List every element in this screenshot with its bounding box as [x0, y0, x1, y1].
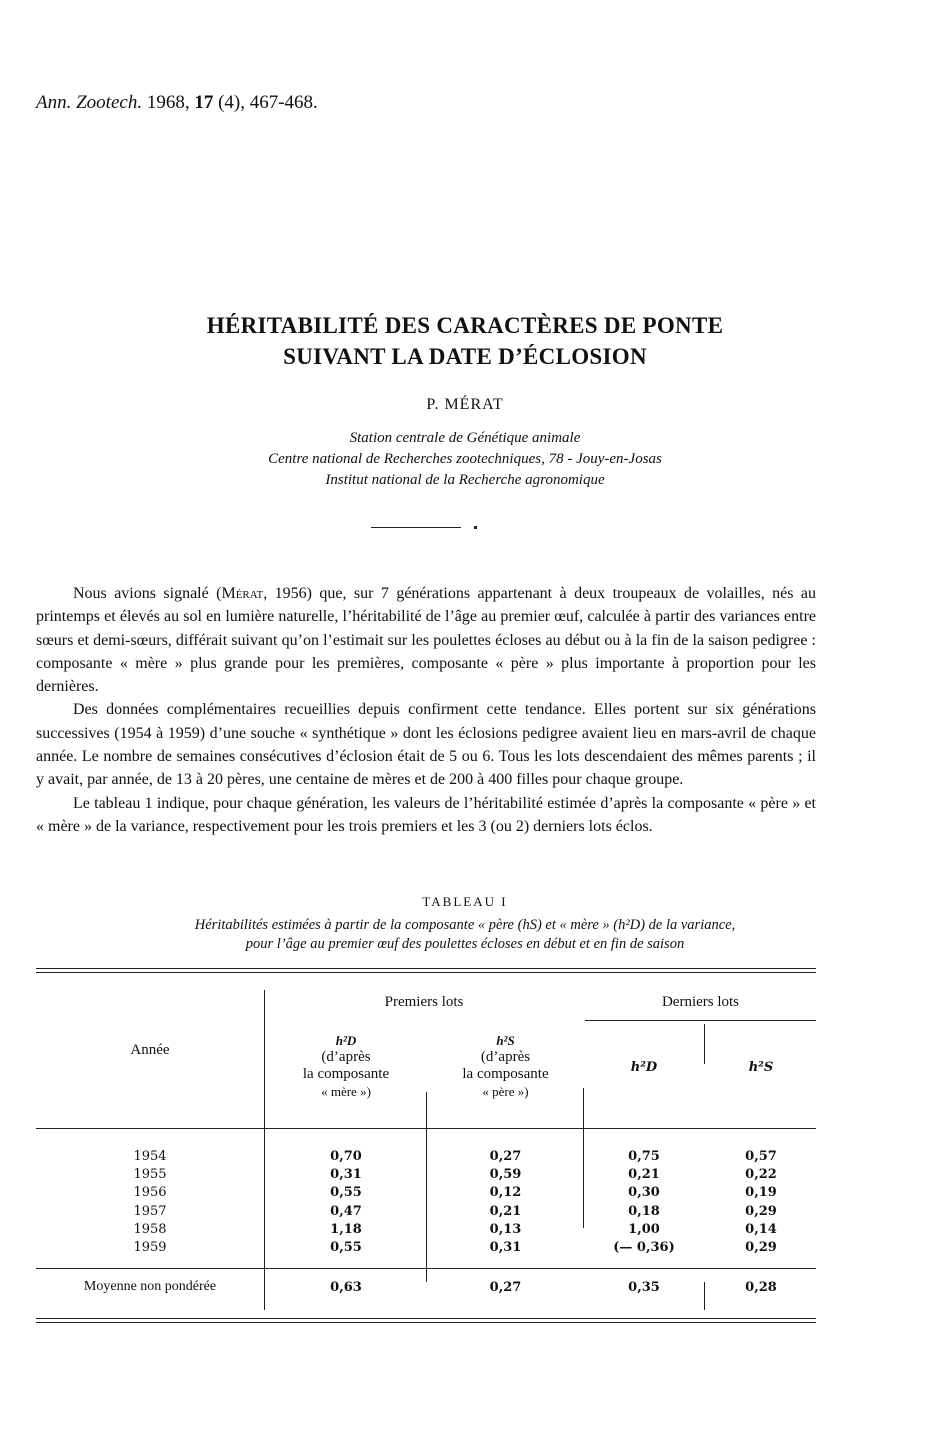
table-cell: 0,31	[330, 1167, 362, 1183]
author: P. MÉRAT	[426, 396, 504, 413]
table-cell: 1,18	[330, 1221, 362, 1237]
table-bottom-rule	[36, 1322, 816, 1323]
table-cell: 0,55	[330, 1185, 362, 1201]
h2s-header: h²S	[496, 1033, 515, 1048]
citation	[36, 92, 318, 114]
mean-cell: 0,63	[330, 1280, 362, 1295]
table-row-year: 1955	[133, 1167, 167, 1183]
table-cell: 0,55	[330, 1240, 362, 1256]
table-top-rule	[36, 972, 816, 973]
years-column	[36, 1148, 264, 1257]
table-cell: 1,00	[628, 1221, 660, 1237]
journal-name: Ann. Zootech.	[36, 92, 143, 113]
citation-year: 1968,	[146, 92, 190, 113]
mean-cell: 0,27	[489, 1280, 522, 1295]
table-cell: 0,19	[745, 1185, 777, 1201]
table-cell: 0,14	[745, 1221, 777, 1237]
title-line-2: SUIVANT LA DATE D’ÉCLOSION	[283, 344, 647, 369]
table-cell: 0,75	[628, 1149, 660, 1164]
header-bottom-rule	[36, 1128, 816, 1129]
table-row-year: 1959	[133, 1240, 167, 1256]
group-premiers-lots: Premiers lots	[384, 994, 464, 1010]
mean-label: Moyenne non pondérée	[83, 1279, 217, 1294]
header-composante: la composante	[462, 1066, 549, 1082]
table-cell: 0,27	[489, 1149, 522, 1164]
header-mere: « mère »)	[321, 1084, 371, 1099]
paragraph-2: Des données complémentaires recueillies depuis confirment cette tendance. Elles portent sur six générations successives (1954 à 1959) d’une souche « synthétique » dont les éclosions pedigree avaient lieu en mars-avril de chaque année. Le nombre de semaines consécutives d’éclosion était de 5 ou 6. Tous les lots descendaient des mêmes parents ; il y avait, par année, de 13 à 20 pères, une centaine de mères et de 200 à 400 filles pour chaque groupe.	[36, 701, 816, 789]
table-cell: 0,30	[628, 1185, 660, 1201]
caption-line-2: pour l’âge au premier œuf des poulettes écloses en début et en fin de saison	[245, 936, 685, 952]
h2d-header: h²D	[335, 1033, 357, 1048]
table-cell: 0,59	[489, 1167, 522, 1183]
paragraph-3: Le tableau 1 indique, pour chaque génération, les valeurs de l’héritabilité estimée d’après la composante « père » et « mère » de la variance, respectivement pour les trois premiers et les 3 (ou 2) derniers lots éclos.	[36, 794, 816, 835]
paper-title	[0, 310, 930, 372]
table-top-rule	[36, 968, 816, 969]
table-cell: 0,70	[330, 1149, 362, 1164]
table-cell: 0,29	[745, 1240, 777, 1256]
affiliations	[0, 428, 930, 491]
premiers-h2s-values	[428, 1148, 583, 1257]
table-label: TABLEAU I	[422, 894, 508, 909]
caption-line-1: Héritabilités estimées à partir de la composante « père (hS) et « mère » (h²D) de la variance,	[194, 917, 736, 933]
header-pere: « père »)	[482, 1084, 529, 1099]
table-bottom-rule	[36, 1318, 816, 1319]
affiliation-line: Station centrale de Génétique animale	[349, 430, 581, 446]
column-annee: Année	[130, 1042, 170, 1058]
heritability-table	[36, 968, 816, 1328]
table-cell: 0,29	[745, 1203, 777, 1219]
group-rule	[585, 1020, 816, 1021]
table-row-year: 1957	[133, 1203, 167, 1219]
column-rule	[704, 1282, 705, 1310]
column-premiers-h2s	[428, 1032, 583, 1100]
column-derniers-h2d: h²D	[630, 1060, 658, 1075]
separator-dot	[474, 526, 477, 529]
table-cell: (— 0,36)	[613, 1240, 675, 1256]
group-derniers-lots: Derniers lots	[661, 994, 740, 1010]
mean-cell: 0,35	[628, 1280, 660, 1295]
derniers-h2s-values	[706, 1148, 816, 1257]
table-row-year: 1954	[133, 1149, 167, 1164]
reference-author: Mérat	[221, 585, 264, 602]
header-dapres: (d’après	[321, 1049, 371, 1065]
paragraph-1-start: Nous avions signalé (	[73, 585, 222, 602]
mean-cell: 0,28	[745, 1280, 777, 1295]
table-cell: 0,13	[489, 1221, 522, 1237]
column-derniers-h2s: h²S	[748, 1060, 774, 1075]
table-row-year: 1956	[133, 1185, 167, 1201]
derniers-h2d-values	[585, 1148, 703, 1257]
title-line-1: HÉRITABILITÉ DES CARACTÈRES DE PONTE	[206, 313, 724, 338]
column-rule	[426, 1092, 427, 1282]
column-rule	[704, 1024, 705, 1064]
paragraph-1-rest: , 1956) que, sur 7 générations appartenant à deux troupeaux de volailles, nés au printemps et élevés au sol en lumière naturelle, l’héritabilité de l’âge au premier œuf, calculée à partir des variances entre sœurs et demi-sœurs, différait suivant qu’on l’estimait sur les poulettes écloses au début ou à la fin de la saison pedigree : composante « mère » plus grande pour les premières, composante « père » plus importante à proportion pour les dernières.	[36, 585, 817, 696]
table-cell: 0,18	[628, 1203, 660, 1219]
table-cell: 0,31	[489, 1240, 522, 1256]
table-cell: 0,47	[330, 1203, 362, 1219]
body-text	[36, 582, 816, 838]
column-premiers-h2d	[266, 1032, 426, 1100]
separator-rule	[371, 527, 461, 528]
paragraph-1	[36, 582, 816, 698]
table-cell: 0,57	[745, 1149, 777, 1164]
table-cell: 0,12	[489, 1185, 522, 1201]
affiliation-line: Centre national de Recherches zootechniques, 78 - Jouy-en-Josas	[268, 451, 662, 467]
citation-volume: 17	[194, 92, 214, 113]
table-cell: 0,21	[628, 1167, 660, 1183]
column-rule	[264, 990, 265, 1310]
citation-issue-pages: (4), 467-468.	[213, 92, 318, 113]
table-cell: 0,22	[745, 1167, 777, 1183]
header-composante: la composante	[302, 1066, 390, 1082]
header-dapres: (d’après	[480, 1049, 531, 1065]
table-cell: 0,21	[489, 1203, 522, 1219]
premiers-h2d-values	[266, 1148, 426, 1257]
affiliation-line: Institut national de la Recherche agronomique	[325, 472, 605, 488]
table-row-year: 1958	[133, 1221, 167, 1237]
table-caption	[0, 916, 930, 954]
mean-rule	[36, 1268, 816, 1269]
column-rule	[583, 1088, 584, 1228]
